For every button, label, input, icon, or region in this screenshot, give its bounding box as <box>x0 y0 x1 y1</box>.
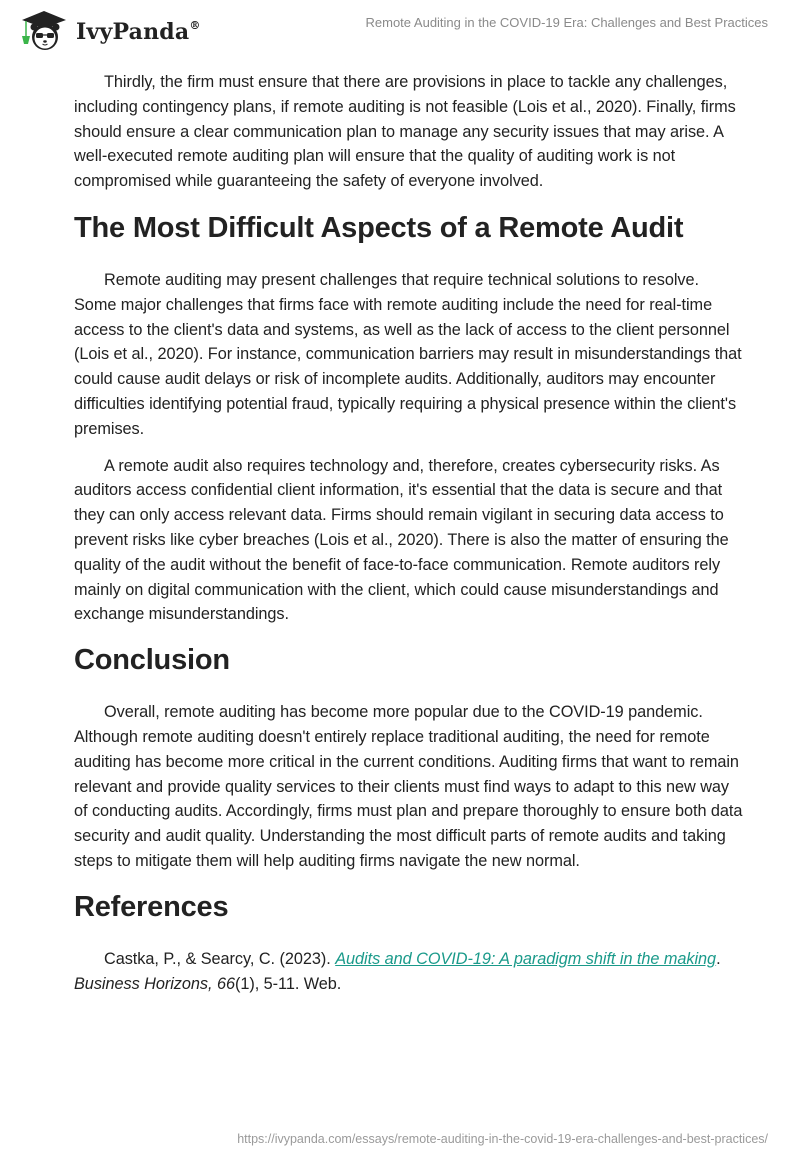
logo-wordmark: IvyPanda® <box>76 18 201 45</box>
difficult-paragraph-1: Remote auditing may present challenges that require technical solutions to resolve. Some major challenges that firms face with remote auditing include the need for real-time access to the client's data and systems, as well as the lack of access to the client personnel (Lois et al., 2020). For instance, communication barriers may result in misunderstandings that could cause audit delays or risk of incomplete audits. Additionally, auditors may encounter difficulties identifying potential fraud, typically requiring a physical presence within the client's premises. <box>74 270 742 438</box>
reference-title-link[interactable]: Audits and COVID-19: A paradigm shift in the making <box>335 949 717 968</box>
ivypanda-logo[interactable] <box>18 8 201 52</box>
panda-graduate-icon <box>18 8 68 52</box>
section-heading-difficult-aspects: The Most Difficult Aspects of a Remote Audit <box>74 211 684 244</box>
reference-entry <box>74 947 744 997</box>
footer-url: https://ivypanda.com/essays/remote-auditing-in-the-covid-19-era-challenges-and-best-practices/ <box>237 1132 768 1146</box>
difficult-paragraph-2: A remote audit also requires technology and, therefore, creates cybersecurity risks. As auditors access confidential client information, it's essential that the data is secure and that they can only access relevant data. Firms should remain vigilant in securing data access to prevent risks like cyber breaches (Lois et al., 2020). There is also the matter of ensuring the quality of the audit without the benefit of face-to-face communication. Remote auditors rely mainly on digital communication with the client, which could cause misunderstandings and exchange misunderstandings. <box>74 456 729 624</box>
reference-authors: Castka, P., & Searcy, C. (2023). <box>104 949 336 968</box>
reference-pages: (1), 5-11. Web. <box>234 974 342 993</box>
document-title: Remote Auditing in the COVID-19 Era: Challenges and Best Practices <box>365 15 768 30</box>
page-header <box>0 0 800 56</box>
section-heading-conclusion: Conclusion <box>74 644 230 677</box>
conclusion-paragraph: Overall, remote auditing has become more popular due to the COVID-19 pandemic. Although remote auditing doesn't entirely replace traditional auditing, the need for remote auditing has become more critical in the current conditions. Auditing firms that want to remain relevant and provide quality services to their clients must find ways to adapt to this new way of conducting audits. Accordingly, firms must plan and prepare thoroughly to ensure both data security and audit quality. Understanding the most difficult parts of remote audits and taking steps to mitigate them will help auditing firms navigate the new normal. <box>74 703 743 870</box>
reference-punctuation: . <box>716 949 721 968</box>
essay-content <box>74 70 744 996</box>
section-heading-references: References <box>74 890 229 923</box>
reference-volume: 66 <box>216 974 235 993</box>
reference-journal: Business Horizons, <box>74 974 217 993</box>
intro-paragraph: Thirdly, the firm must ensure that there are provisions in place to tackle any challenges, including contingency plans, if remote auditing is not feasible (Lois et al., 2020). Finally, firms should ensure a clear communication plan to manage any security issues that may arise. A well-executed remote auditing plan will ensure that the quality of auditing work is not compromised while guaranteeing the safety of everyone involved. <box>74 73 736 191</box>
